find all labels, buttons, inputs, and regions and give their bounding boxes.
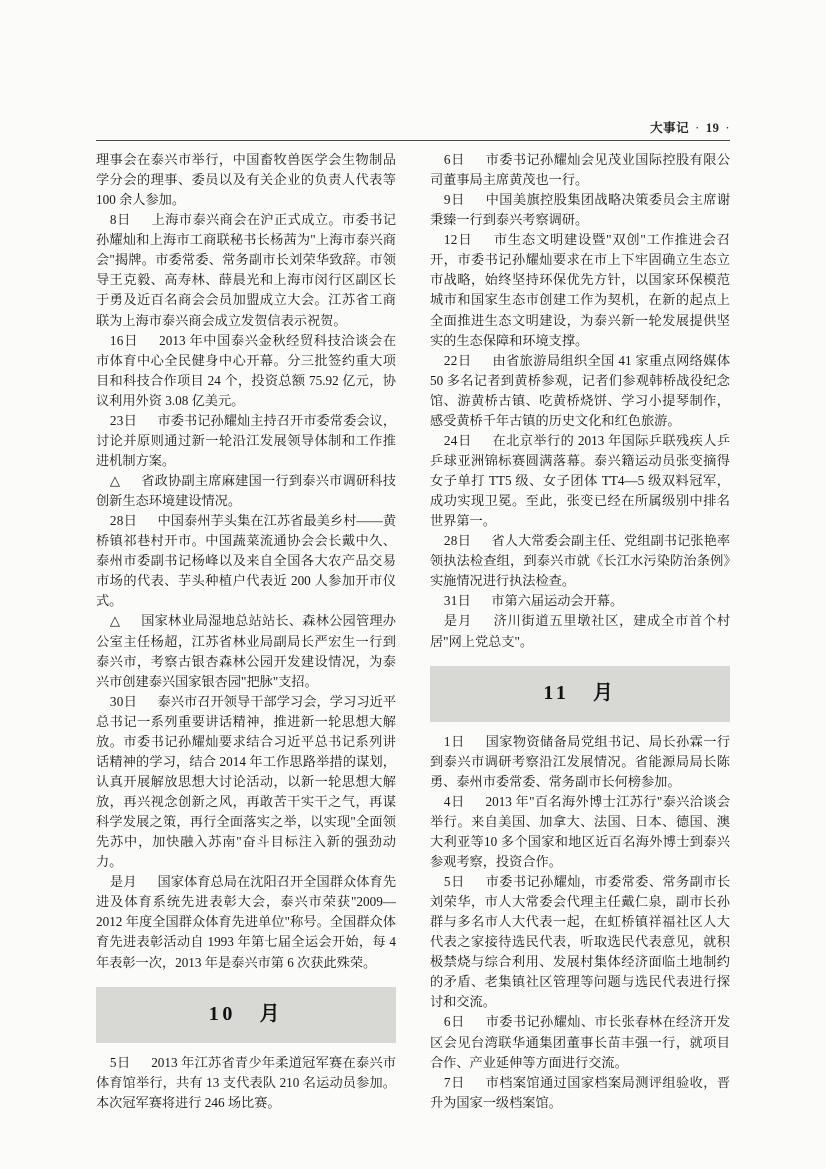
entry-text: 在北京举行的 2013 年国际乒联残疾人乒乒球亚洲锦标赛圆满落幕。泰兴籍运动员张变摘得女子单打 TT5 级、女子团体 TT4—5 级双料冠军，成功实现卫冕。至此，张变已经在所属级别中排名世界第一。 [430,432,731,529]
chronicle-entry [430,792,730,872]
entry-text: 济川街道五里墩社区，建成全市首个村居"网上党总支"。 [430,613,731,649]
entry-day: 31 [443,593,458,609]
entry-day-unit: 日 [450,793,465,809]
entry-text: 国家体育总局在沈阳召开全国群众体育先进及体育系统先进表彰大会，泰兴市荣获"2009—2012 年度全国群众体育先进单位"称号。全国群众体育先进表彰活动自 1993 年第七届全运会开始，每 4 年表彰一次，2013 年是泰兴市第 6 次获此殊荣。 [96,874,396,970]
entry-text: 市档案馆通过国家档案局测评组验收，晋升为国家一级档案馆。 [430,1074,731,1110]
chronicle-entry [430,351,730,431]
two-column-body [96,150,730,1109]
entry-date-marker [110,874,144,889]
entry-text: 国家物资储备局党组书记、局长孙霖一行到泰兴市调研考察沿江发展情况。省能源局局长陈勇、泰州市委常委、常务副市长何榜参加。 [430,733,731,789]
entry-date-marker [110,413,144,428]
entry-day-unit: 日 [450,1074,465,1090]
entry-day: 22 [443,352,458,368]
right-column [430,150,730,1109]
entry-text: 上海市泰兴商会在沪正式成立。市委书记孙耀灿和上海市工商联秘书长杨茜为"上海市泰兴商会"揭牌。市委常委、常务副市长刘荣华致辞。市领导王克毅、高寿林、薛晨光和上海市闵行区副区长于勇及近百名商会会员加盟成立大会。江苏省工商联为上海市泰兴商会成立发贺信表示祝贺。 [96,212,397,328]
entry-day-unit: 日 [457,533,471,549]
month-heading [96,987,396,1043]
entry-day-unit: 日 [450,733,465,749]
entry-text: 市生态文明建设暨"双创"工作推进会召开，市委书记孙耀灿要求在市上下牢固确立生态立市战略，始终坚持环保优先方针，以国家环保模范城市和国家生态市创建工作为契机，在新的起点上全面推进生态文明建设，为泰兴新一轮发展提供坚实的生态保障和环境支撑。 [430,232,731,348]
header-rule [96,140,730,141]
entry-day-unit: 日 [123,332,139,348]
entry-date-marker [444,1075,472,1090]
entry-day-unit: 日 [450,1014,465,1030]
entry-text: 由省旅游局组织全国 41 家重点网络媒体50 多名记者到黄桥参观，记者们参观韩桥战役纪念馆、游黄桥古镇、吃黄桥烧饼、学习小提琴制作，感受黄桥千年古镇的历史文化和红色旅游。 [430,352,731,428]
entry-day: 28 [109,513,124,529]
entry-date-marker [444,152,472,167]
page-number: 19 [705,121,720,135]
entry-text: 市委书记孙耀灿会见茂业国际控股有限公司董事局主席黄茂也一行。 [430,152,731,188]
header-trailing-dot: · [725,121,730,135]
entry-date-marker [110,333,145,348]
entry-day: 30 [109,693,124,709]
chronicle-entry [430,190,730,230]
entry-day-unit: 日 [116,1054,131,1070]
header-title: 大事记 [650,121,690,135]
entry-day: 1 [443,733,451,749]
entry-day: 6 [443,1014,451,1030]
entry-text: 中国泰州芋头集在江苏省最美乡村——黄桥镇祁巷村开市。中国蔬菜流通协会会长戴中久、泰州市委副书记杨峰以及来自全国各大农产品交易市场的代表、芋头种植户代表近 200 人参加开市仪式。 [96,513,397,609]
entry-text: 省政协副主席麻建国一行到泰兴市调研科技创新生态环境建设情况。 [96,473,396,509]
entry-date-marker [110,613,128,628]
entry-date-marker [444,533,478,548]
entry-date-marker [110,473,128,488]
entry-date-marker [444,734,472,749]
entry-text: 2013 年江苏省青少年柔道冠军赛在泰兴市体育馆举行，共有 13 支代表队 210 名运动员参加。本次冠军赛将进行 246 场比赛。 [96,1054,397,1110]
entry-text: 国家林业局湿地总站站长、森林公园管理办公室主任杨超，江苏省林业局副局长严宏生一行到泰兴市，考察古银杏森林公园开发建设情况，为泰兴市创建泰兴国家银杏园"把脉"支招。 [96,613,396,689]
entry-day: 4 [443,793,451,809]
chronicle-entry [96,692,396,873]
entry-date-marker [110,694,144,709]
entry-day-unit: 日 [457,232,473,248]
entry-day-unit: 日 [123,693,137,709]
chronicle-entry [96,411,396,471]
entry-day-unit: 日 [123,412,137,428]
entry-day: 9 [443,192,451,208]
chronicle-entry [430,431,730,531]
chronicle-entry [430,230,730,350]
entry-day: △ [109,613,121,629]
entry-day: 8 [109,212,117,228]
entry-day: 是月 [109,874,137,890]
chronicle-entry [430,591,730,611]
entry-date-marker [444,593,478,608]
entry-text: 中国美旗控股集团战略决策委员会主席谢秉臻一行到泰兴考察调研。 [430,192,731,228]
entry-date-marker [444,433,479,448]
chronicle-entry [96,1053,396,1113]
entry-date-marker [444,613,480,628]
entry-date-marker [444,192,472,207]
entry-day-unit: 日 [457,432,472,448]
chronicle-entry [430,732,730,792]
entry-date-marker [444,353,479,368]
entry-text: 泰兴市召开领导干部学习会，学习习近平总书记一系列重要讲话精神，推进新一轮思想大解放。市委书记孙耀灿要求结合习近平总书记系列讲话精神的学习，结合 2014 年工作思路举措的谋划，认真开展解放思想大讨论活动，以新一轮思想大解放，再兴视念创新之风，再敢苦干实干之气，再谋科学发展之策，再行全面落实之举，以实现"全面领先苏中，加快融入苏南"奋斗目标注入新的强劲动力。 [96,693,397,870]
entry-text: 省人大常委会副主任、党组副书记张艳率领执法检查组，到泰兴市就《长江水污染防治条例》实施情况进行执法检查。 [430,533,731,589]
header-separator: · [695,121,700,135]
chronicle-entry [96,471,396,511]
entry-day-unit: 日 [123,513,137,529]
entry-day-unit: 日 [450,874,465,889]
chronicle-entry [430,531,730,591]
entry-day-unit: 日 [450,152,465,167]
entry-date-marker [444,874,472,889]
entry-day-unit: 日 [450,192,465,208]
entry-date-marker [110,212,138,227]
entry-text: 市委书记孙耀灿主持召开市委常委会议，讨论并原则通过新一轮沿江发展领导体制和工作推进机制方案。 [96,412,397,468]
chronicle-entry [430,150,730,190]
chronicle-entry [430,611,730,651]
entry-text: 市委书记孙耀灿，市委常委、常务副市长刘荣华，市人大常委会代理主任戴仁泉，副市长孙群与多名市人大代表一起，在虹桥镇祥福社区人大代表之家接待选民代表，听取选民代表意见，就积极禁烧与综合利用、发展村集体经济面临土地制约的矛盾、老集镇社区管理等问题与选民代表进行探讨和交流。 [430,874,731,1010]
chronicle-entry [96,331,396,411]
entry-date-marker [110,1055,138,1070]
chronicle-entry [430,872,730,1012]
chronicle-entry [96,611,396,691]
chronicle-entry [430,1012,730,1072]
entry-day: 28 [443,533,458,549]
chronicle-entry [96,872,396,972]
entry-date-marker [444,1014,472,1029]
entry-day: 5 [443,874,451,889]
entry-date-marker [444,794,472,809]
entry-day-unit: 日 [116,212,131,228]
entry-day: 16 [109,332,124,348]
entry-text: 市第六届运动会开幕。 [491,593,624,609]
entry-text: 2013 年中国泰兴金秋经贸科技洽谈会在市体育中心全民健身中心开幕。分三批签约重大项目和科技合作项目 24 个，投资总额 75.92 亿元，协议利用外资 3.08 亿美元。 [96,332,397,408]
entry-day: △ [109,473,121,488]
entry-text: 2013 年"百名海外博士江苏行"泰兴洽谈会举行。来自美国、加拿大、法国、日本、德国、澳大利亚等10 多个国家和地区近百名海外博士到泰兴参观考察，投资合作。 [430,793,731,869]
chronicle-entry [96,210,396,330]
entry-day: 5 [109,1054,117,1070]
body-paragraph: 理事会在泰兴市举行，中国畜牧兽医学会生物制品学分会的理事、委员以及有关企业的负责人代表等 100 余人参加。 [96,152,396,208]
entry-day: 是月 [443,613,473,629]
entry-date-marker [110,513,144,528]
entry-day-unit: 日 [457,593,471,609]
entry-day-unit: 日 [457,352,472,368]
month-heading-label: 11 月 [543,682,617,705]
month-heading [430,666,730,722]
entry-text: 市委书记孙耀灿、市长张春林在经济开发区会见台湾联华通集团董事长苗丰强一行，就项目合作、产业延伸等方面进行交流。 [430,1014,731,1070]
entry-day: 24 [443,432,458,448]
entry-day: 7 [443,1074,451,1090]
entry-day: 6 [443,152,451,167]
entry-day: 23 [109,412,124,428]
page-header [650,118,730,136]
month-heading-label: 10 月 [208,1003,284,1026]
chronicle-entry [430,1073,730,1113]
entry-date-marker [444,232,480,247]
entry-day: 12 [443,232,458,248]
left-column [96,150,396,1109]
chronicle-entry [96,511,396,611]
